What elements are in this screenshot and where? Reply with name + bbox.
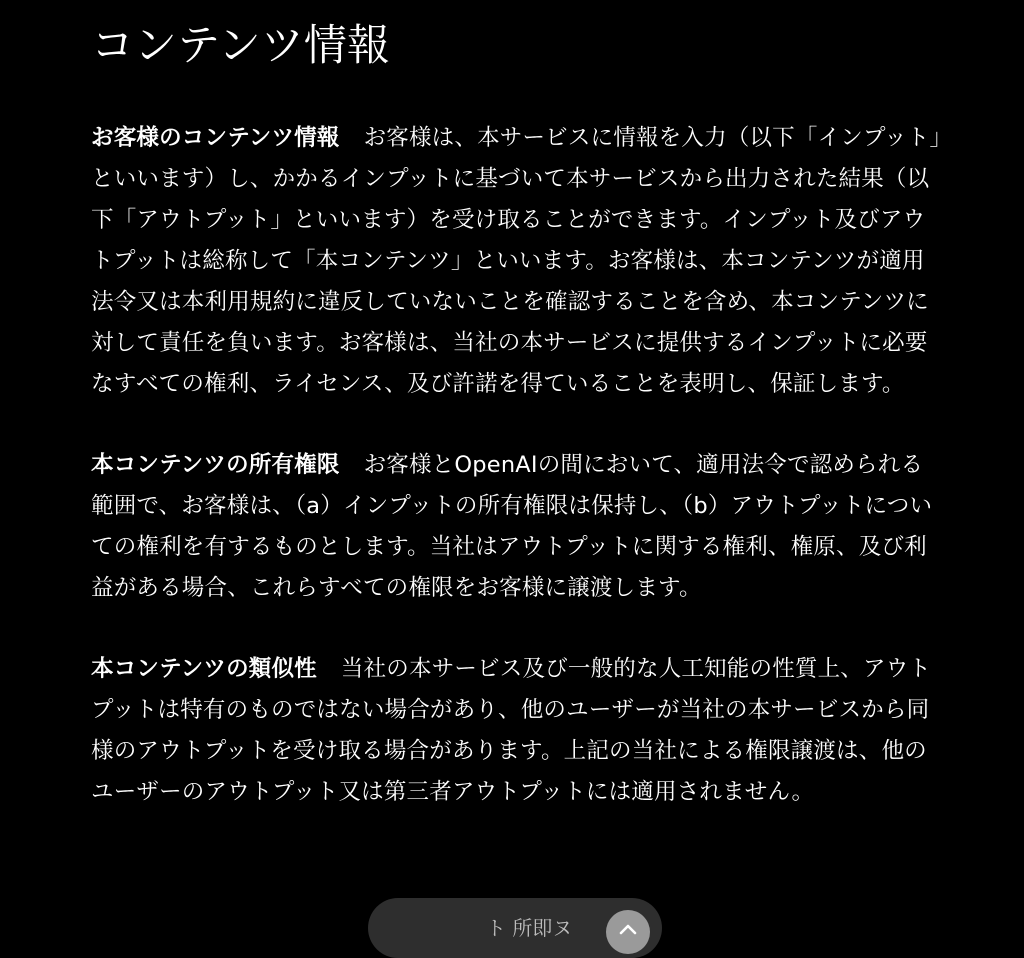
section-body: お客様は、本サービスに情報を入力（以下「インプット」といいます）し、かかるインプットに基づいて本サービスから出力された結果（以下「アウトプット」といいます）を受け取ることができます。インプット及びアウトプットは総称して「本コンテンツ」といいます。お客様は、本コンテンツが適用法令又は本利用規約に違反していないことを確認することを含め、本コンテンツに対して責任を負います。お客様は、当社の本サービスに提供するインプットに必要なすべての権利、ライセンス、及び許諾を得ていることを表明し、保証します。	[91, 125, 941, 397]
chevron-up-icon	[618, 920, 638, 940]
scroll-up-button[interactable]	[606, 910, 650, 954]
page-title: コンテンツ情報	[91, 21, 390, 71]
main-content	[91, 18, 941, 853]
section-heading: 本コンテンツの類似性	[91, 656, 317, 682]
section-content-info	[91, 118, 941, 405]
section-body: お客様とOpenAIの間において、適用法令で認められる範囲で、お客様は、（a）インプットの所有権限は保持し、（b）アウトプットについての権利を有するものとします。当社はアウトプットに関する権利、権原、及び利益がある場合、これらすべての権限をお客様に譲渡します。	[91, 452, 933, 601]
floating-bar-label: ト 所即ヌ	[486, 916, 573, 940]
section-similarity	[91, 649, 941, 813]
section-body: 当社の本サービス及び一般的な人工知能の性質上、アウトプットは特有のものではない場合があり、他のユーザーが当社の本サービスから同様のアウトプットを受け取る場合があります。上記の当社による権限譲渡は、他のユーザーのアウトプット又は第三者アウトプットには適用されません。	[91, 656, 932, 805]
section-ownership	[91, 445, 941, 609]
floating-action-bar[interactable]	[368, 898, 662, 958]
section-heading: お客様のコンテンツ情報	[91, 125, 340, 151]
section-heading: 本コンテンツの所有権限	[91, 452, 340, 478]
